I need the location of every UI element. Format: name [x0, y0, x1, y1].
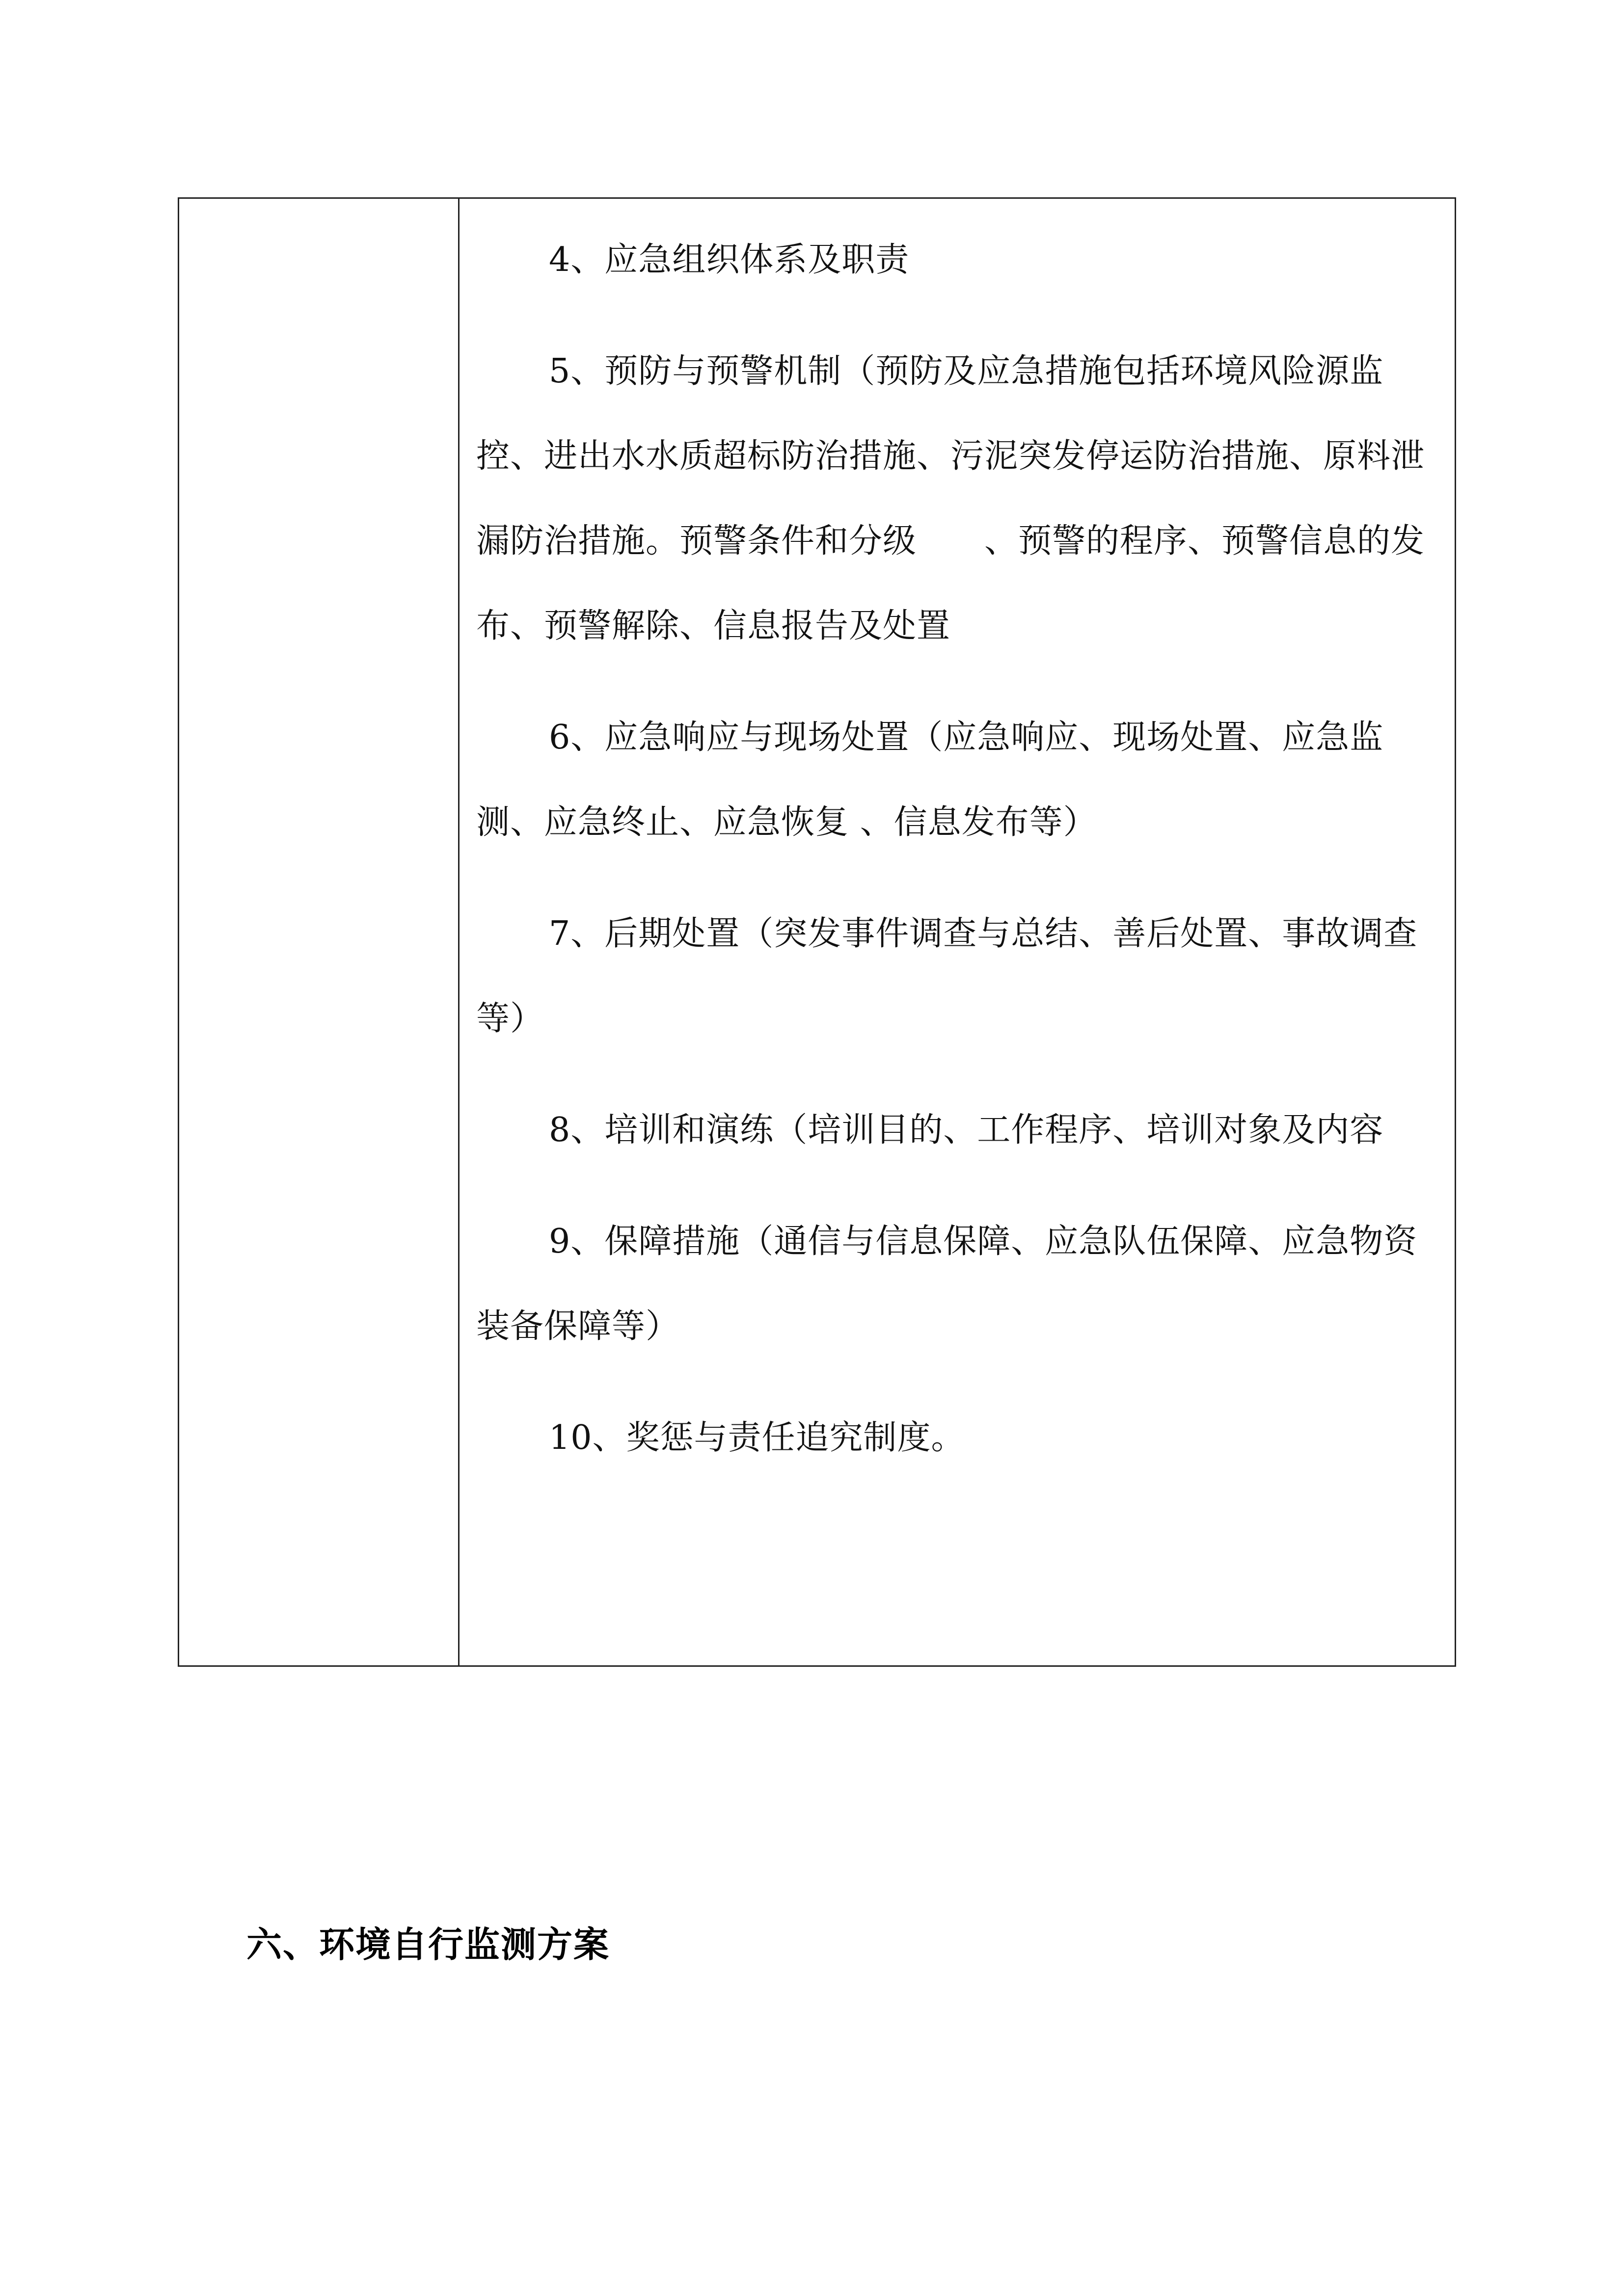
section-heading: 六、环境自行监测方案 [246, 1924, 610, 1965]
list-item-7: 7、后期处置（突发事件调查与总结、善后处置、事故调查等） [476, 914, 1418, 1038]
list-item-6: 6、应急响应与现场处置（应急响应、现场处置、应急监测、应急终止、应急恢复 、信息发布等） [476, 718, 1384, 842]
table-left-cell [179, 199, 458, 1665]
list-item-9: 9、保障措施（通信与信息保障、应急队伍保障、应急物资装备保障等） [476, 1222, 1418, 1346]
list-item-4: 4、应急组织体系及职责 [549, 240, 910, 279]
list-item-5: 5、预防与预警机制（预防及应急措施包括环境风险源监控、进出水水质超标防治措施、污泥突发停运防治措施、原料泄漏防治措施。预警条件和分级 、预警的程序、预警信息的发布、预警解除、信息报告及处置 [476, 352, 1425, 645]
list-item-10: 10、奖惩与责任追究制度。 [549, 1418, 965, 1457]
list-item-8: 8、培训和演练（培训目的、工作程序、培训对象及内容 [549, 1111, 1384, 1149]
content-table [178, 197, 1456, 1667]
table-right-cell [460, 199, 1455, 1665]
